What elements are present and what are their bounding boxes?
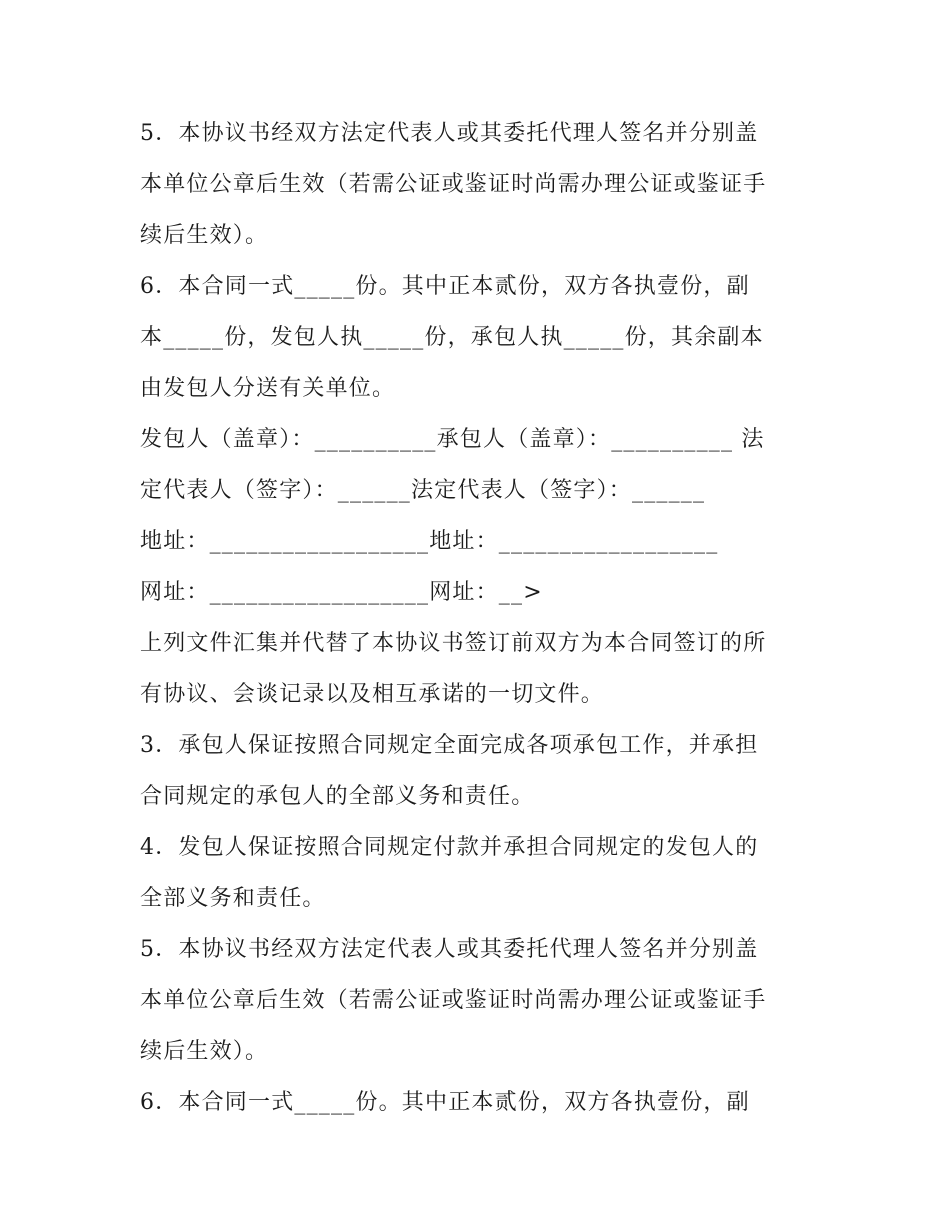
text-line: 有协议、会谈记录以及相互承诺的一切文件。	[140, 682, 605, 707]
text-line: 全部义务和责任。	[140, 886, 326, 911]
text-line: 合同规定的承包人的全部义务和责任。	[140, 784, 535, 809]
document-body	[140, 108, 830, 1128]
text-line: 5．本协议书经双方法定代表人或其委托代理人签名并分别盖	[140, 121, 759, 146]
text-line: 本单位公章后生效（若需公证或鉴证时尚需办理公证或鉴证手	[140, 172, 767, 197]
text-line: 由发包人分送有关单位。	[140, 376, 396, 401]
text-line: 6．本合同一式_____份。其中正本贰份，双方各执壹份，副	[140, 274, 750, 299]
text-line: 续后生效）。	[140, 223, 269, 248]
text-line: 本_____份，发包人执_____份，承包人执_____份，其余副本	[140, 325, 764, 350]
website-line: 网址：__________________网址：__>	[140, 580, 543, 605]
text-line: 6．本合同一式_____份。其中正本贰份，双方各执壹份，副	[140, 1090, 750, 1115]
signature-line: 定代表人（签字）：______法定代表人（签字）：______	[140, 478, 706, 503]
text-line: 4．发包人保证按照合同规定付款并承担合同规定的发包人的	[140, 835, 759, 860]
address-line: 地址：__________________地址：__________________	[140, 529, 719, 554]
text-line: 上列文件汇集并代替了本协议书签订前双方为本合同签订的所	[140, 631, 767, 656]
text-line: 续后生效）。	[140, 1039, 269, 1064]
text-line: 本单位公章后生效（若需公证或鉴证时尚需办理公证或鉴证手	[140, 988, 767, 1013]
text-line: 5．本协议书经双方法定代表人或其委托代理人签名并分别盖	[140, 937, 759, 962]
signature-line: 发包人（盖章）：__________承包人（盖章）：__________ 法	[140, 427, 765, 452]
text-line: 3．承包人保证按照合同规定全面完成各项承包工作，并承担	[140, 733, 759, 758]
